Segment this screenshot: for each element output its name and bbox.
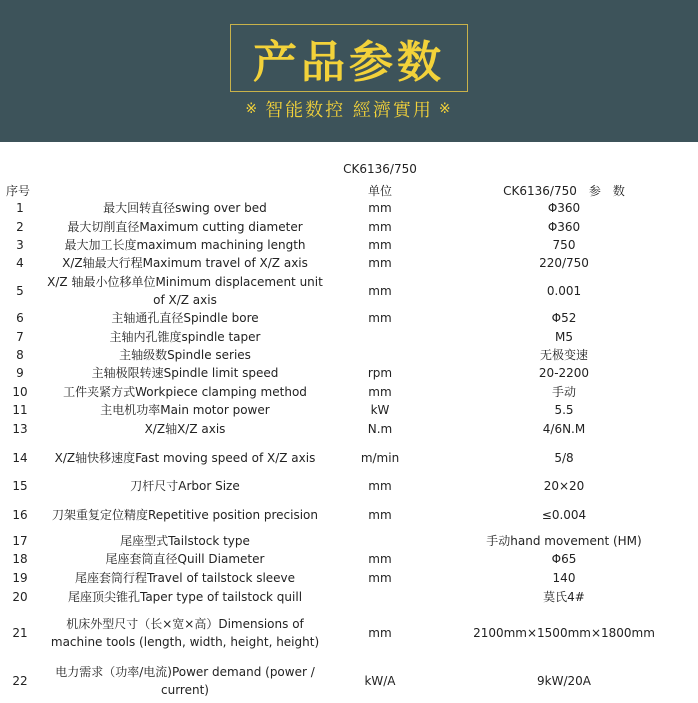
row-parameter: 5.5 [554, 403, 574, 417]
row-unit: mm [368, 626, 392, 640]
row-parameter: 140 [552, 571, 576, 585]
row-item-name: 最大回转直径swing over bed [103, 201, 267, 215]
row-item-name: X/Z轴快移速度Fast moving speed of X/Z axis [54, 451, 316, 465]
row-unit [330, 328, 430, 346]
model-heading: CK6136/750 [343, 162, 417, 176]
row-number: 2 [16, 220, 24, 234]
row-parameter: Φ65 [551, 552, 577, 566]
row-number: 20 [12, 590, 28, 604]
row-unit: mm [368, 201, 392, 215]
row-number: 16 [12, 508, 28, 522]
row-item-name: 工件夹紧方式Workpiece clamping method [63, 385, 307, 399]
row-unit [330, 532, 430, 550]
row-unit: mm [368, 479, 392, 493]
row-parameter: 220/750 [539, 256, 589, 270]
row-number: 5 [16, 284, 24, 298]
row-unit [330, 588, 430, 606]
row-number: 9 [16, 366, 24, 380]
row-unit: N.m [367, 422, 393, 436]
row-unit: mm [368, 552, 392, 566]
row-item-name: 电力需求（功率/电流)Power demand (power / current) [55, 665, 315, 697]
row-item-name: 尾座套筒行程Travel of tailstock sleeve [74, 571, 296, 585]
star-left-icon: ※ [245, 101, 260, 117]
row-parameter: 2100mm×1500mm×1800mm [473, 626, 655, 640]
row-item-name: 主轴内孔锥度spindle taper [109, 330, 261, 344]
row-parameter: 0.001 [546, 284, 582, 298]
row-item-name: 刀架重复定位精度Repetitive position precision [51, 508, 319, 522]
row-number: 15 [12, 479, 28, 493]
row-unit: mm [368, 256, 392, 270]
subtitle [0, 96, 698, 122]
row-parameter: M5 [555, 330, 573, 344]
table-row [0, 588, 698, 606]
star-right-icon: ※ [438, 101, 453, 117]
row-parameter: 750 [552, 238, 576, 252]
row-item-name: 主轴极限转速Spindle limit speed [91, 366, 279, 380]
table-row [0, 569, 698, 587]
row-unit: m/min [360, 451, 400, 465]
row-number: 1 [16, 201, 24, 215]
row-parameter: 莫氏4# [543, 590, 585, 604]
table-row [0, 606, 698, 660]
row-unit: mm [368, 571, 392, 585]
row-item-name: 最大加工长度maximum machining length [64, 238, 306, 252]
row-number: 22 [12, 674, 28, 688]
row-parameter: 4/6N.M [542, 422, 586, 436]
row-unit: mm [368, 238, 392, 252]
table-row [0, 550, 698, 568]
row-item-name: 主轴级数Spindle series [119, 348, 251, 362]
row-unit: mm [368, 508, 392, 522]
row-parameter: 20×20 [543, 479, 585, 493]
row-parameter: Φ52 [551, 311, 577, 325]
table-row [0, 420, 698, 438]
row-parameter: 无极变速 [539, 348, 588, 362]
row-number: 14 [12, 451, 28, 465]
header-no: 序号 [6, 184, 31, 198]
row-item-name: 刀杆尺寸Arbor Size [130, 479, 240, 493]
row-parameter: 手动 [551, 385, 576, 399]
row-unit: mm [368, 284, 392, 298]
row-unit: mm [368, 385, 392, 399]
row-number: 19 [12, 571, 28, 585]
row-parameter: ≤0.004 [541, 508, 587, 522]
row-number: 7 [16, 330, 24, 344]
subtitle-text: 智能数控 經濟實用 [265, 100, 433, 121]
title-frame [230, 24, 468, 92]
row-item-name: 主轴通孔直径Spindle bore [111, 311, 259, 325]
row-number: 13 [12, 422, 28, 436]
row-parameter: Φ360 [547, 201, 581, 215]
row-number: 8 [16, 348, 24, 362]
row-parameter: 手动hand movement (HM) [486, 534, 642, 548]
row-unit: kW/A [364, 674, 396, 688]
row-number: 18 [12, 552, 28, 566]
table-row [0, 273, 698, 309]
row-item-name: X/Z轴X/Z axis [144, 422, 226, 436]
table-row [0, 364, 698, 382]
row-number: 17 [12, 534, 28, 548]
row-item-name: 机床外型尺寸（长×宽×高）Dimensions of machine tools (length, width, height, height) [50, 617, 320, 649]
row-unit [330, 346, 430, 364]
row-parameter: Φ360 [547, 220, 581, 234]
header-unit: 单位 [367, 184, 392, 198]
table-row [0, 254, 698, 272]
row-unit: rpm [367, 366, 393, 380]
row-number: 6 [16, 311, 24, 325]
table-row [0, 477, 698, 495]
row-item-name: 尾座套筒直径Quill Diameter [105, 552, 265, 566]
table-row [0, 236, 698, 254]
table-row [0, 401, 698, 419]
page-title: 产品参数 [253, 37, 445, 88]
row-parameter: 9kW/20A [537, 674, 591, 688]
row-number: 3 [16, 238, 24, 252]
row-item-name: 尾座顶尖锥孔Taper type of tailstock quill [67, 590, 303, 604]
row-number: 21 [12, 626, 28, 640]
row-item-name: 主电机功率Main motor power [100, 403, 270, 417]
table-row [0, 218, 698, 236]
table-row [0, 383, 698, 401]
row-item-name: 尾座型式Tailstock type [120, 534, 250, 548]
table-row [0, 346, 698, 364]
row-unit: mm [368, 311, 392, 325]
row-item-name: X/Z轴最大行程Maximum travel of X/Z axis [62, 256, 308, 270]
table-row [0, 199, 698, 217]
table-row [0, 309, 698, 327]
row-number: 4 [16, 256, 24, 270]
row-item-name: 最大切削直径Maximum cutting diameter [67, 220, 303, 234]
row-item-name: X/Z 轴最小位移单位Minimum displacement unit of X/Z axis [47, 275, 323, 307]
row-number: 10 [12, 385, 28, 399]
row-unit: mm [368, 220, 392, 234]
row-number: 11 [12, 403, 28, 417]
table-row [0, 497, 698, 533]
header-banner [0, 0, 698, 142]
table-row [0, 663, 698, 699]
table-row [0, 440, 698, 476]
table-row [0, 532, 698, 550]
row-unit: kW [370, 403, 390, 417]
header-param: CK6136/750 参 数 [503, 184, 625, 198]
row-parameter: 5/8 [554, 451, 574, 465]
table-row [0, 328, 698, 346]
row-parameter: 20-2200 [538, 366, 590, 380]
